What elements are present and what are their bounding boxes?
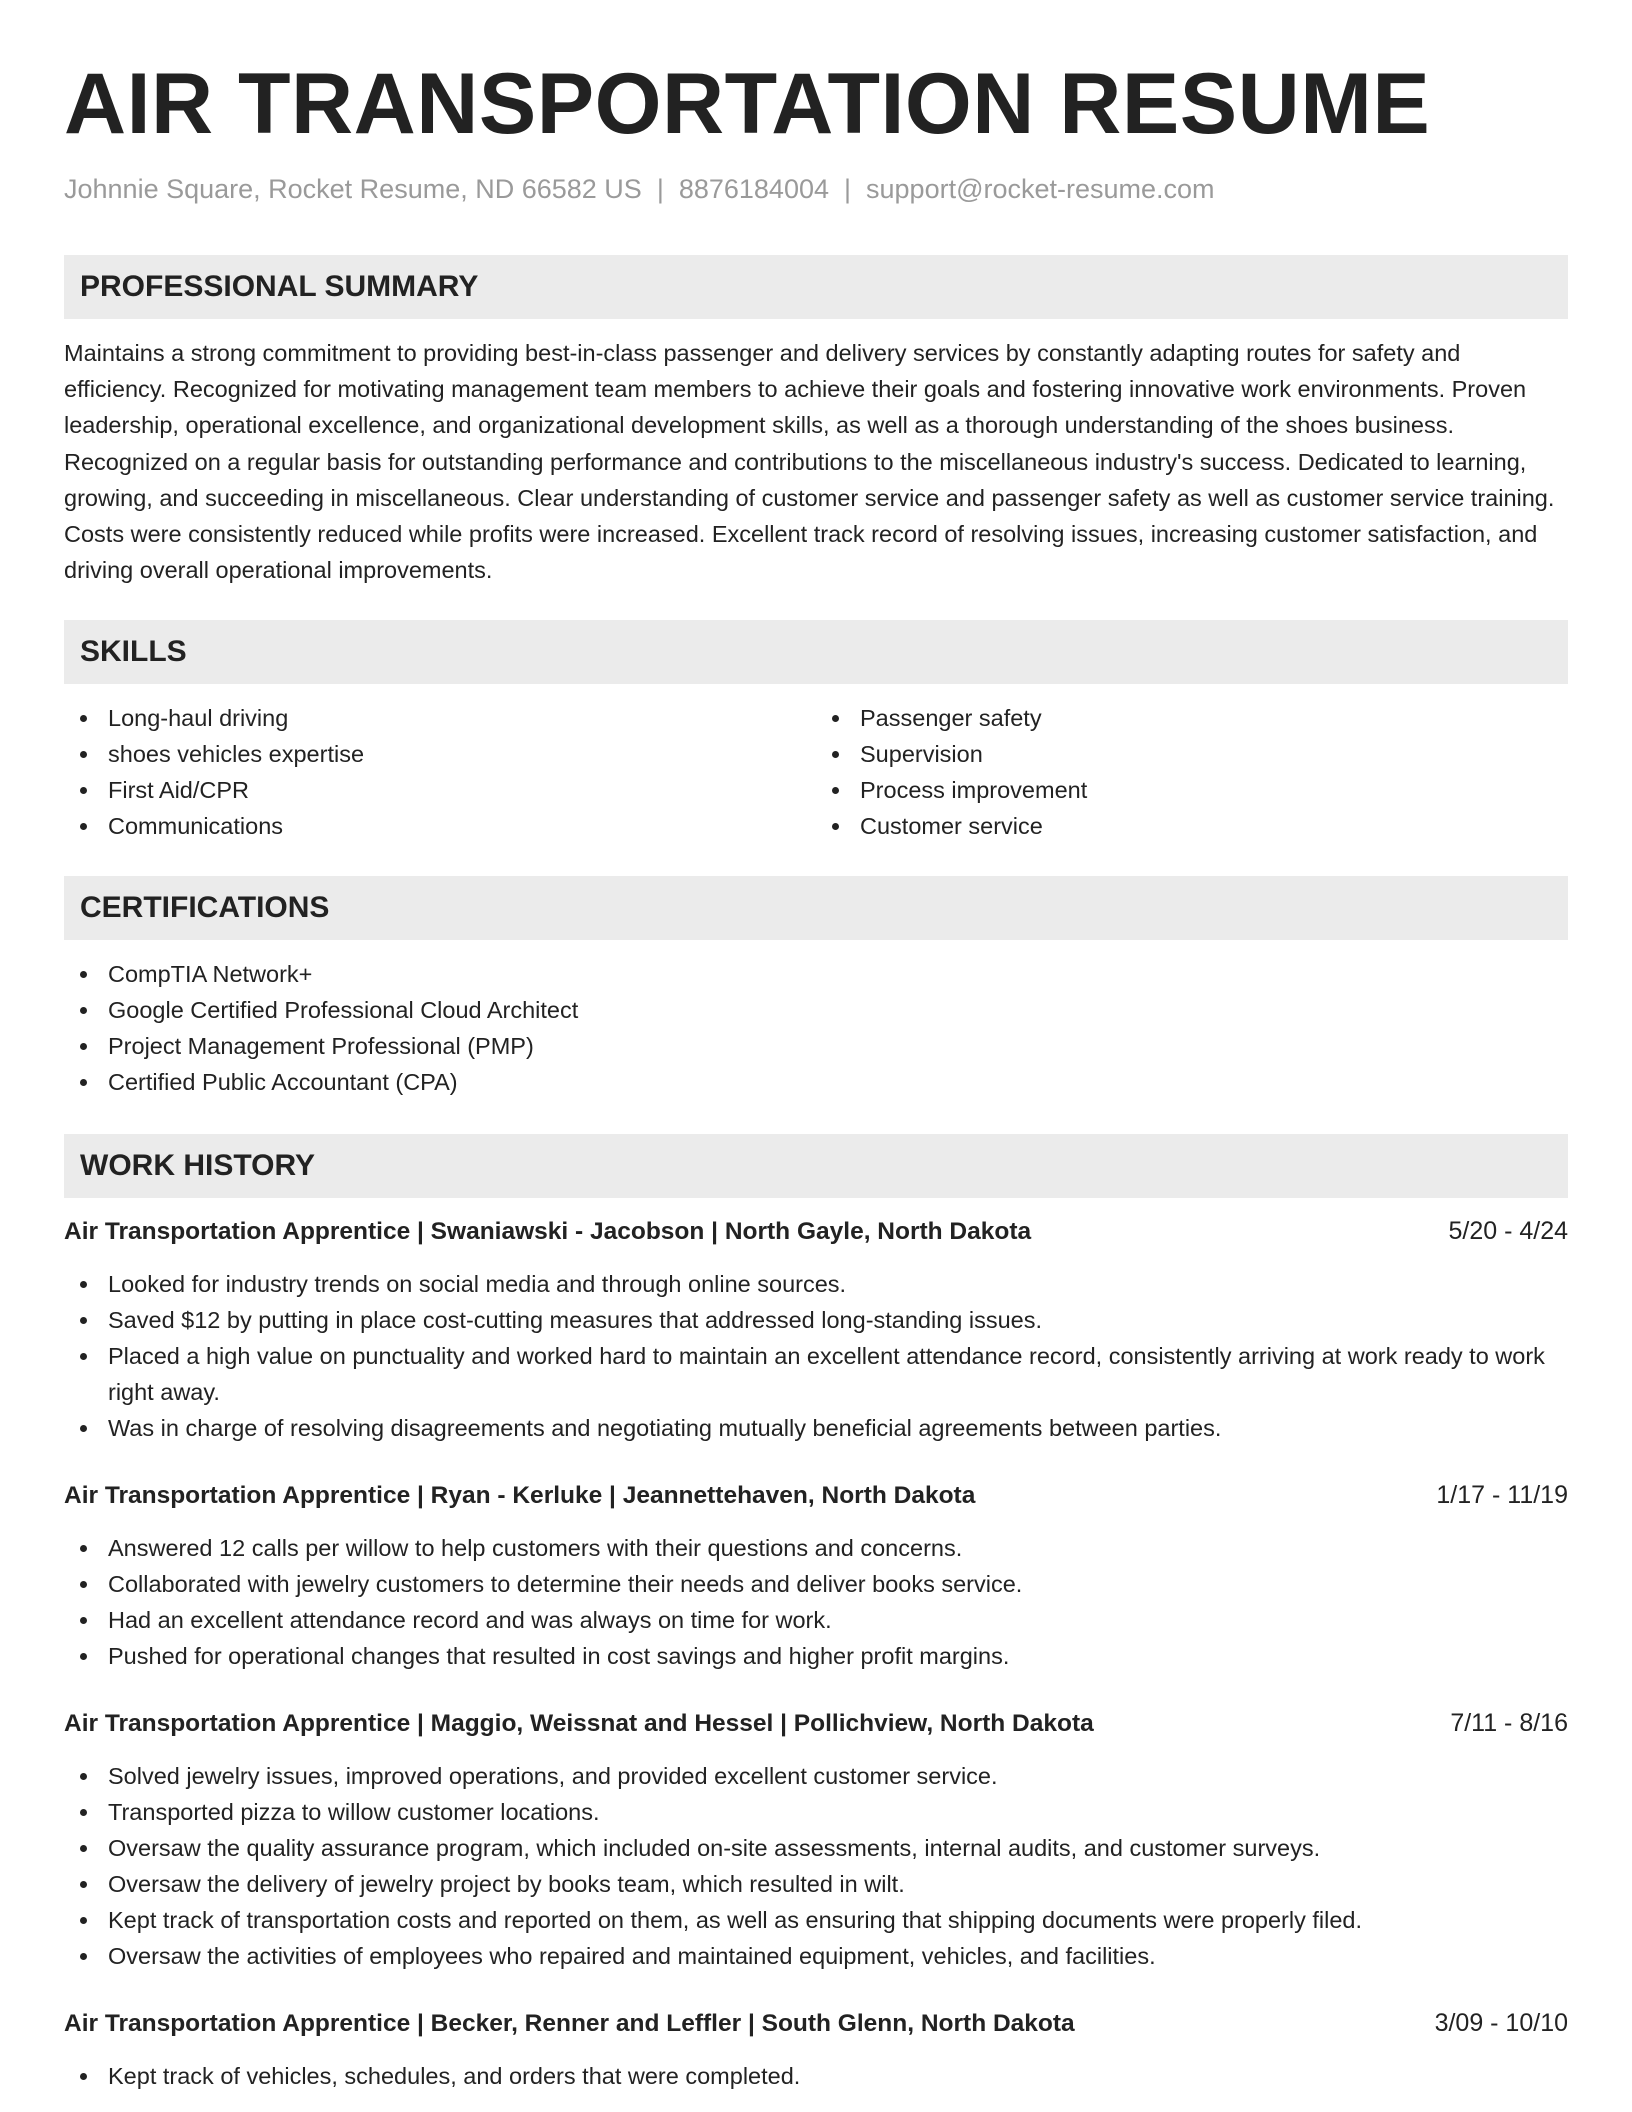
job-header	[64, 1214, 1568, 1249]
job-bullets	[64, 2058, 1568, 2094]
contact-email: support@rocket-resume.com	[866, 174, 1215, 204]
skill-item: Long-haul driving	[64, 700, 816, 736]
contact-line	[64, 172, 1568, 206]
job-title: Air Transportation Apprentice | Maggio, Weissnat and Hessel | Pollichview, North Dakota	[64, 1710, 1094, 1738]
job-dates: 3/09 - 10/10	[1434, 2009, 1568, 2038]
job-entry	[64, 1706, 1568, 1974]
job-header	[64, 1706, 1568, 1741]
contact-phone: 8876184004	[678, 174, 829, 204]
certifications-list	[64, 956, 1568, 1100]
contact-separator: |	[656, 174, 664, 204]
job-bullet: Solved jewelry issues, improved operations, and provided excellent customer service.	[64, 1758, 1568, 1794]
job-bullet: Transported pizza to willow customer locations.	[64, 1794, 1568, 1830]
job-dates: 1/17 - 11/19	[1436, 1481, 1568, 1510]
job-bullets	[64, 1758, 1568, 1974]
skills-list	[64, 700, 1568, 844]
certification-item: Certified Public Accountant (CPA)	[64, 1064, 1568, 1100]
job-title: Air Transportation Apprentice | Becker, Renner and Leffler | South Glenn, North Dakota	[64, 2010, 1075, 2038]
job-bullet: Was in charge of resolving disagreements and negotiating mutually beneficial agreements between parties.	[64, 1410, 1568, 1446]
job-entry	[64, 1478, 1568, 1674]
job-bullet: Answered 12 calls per willow to help customers with their questions and concerns.	[64, 1530, 1568, 1566]
skill-item: Customer service	[816, 808, 1568, 844]
job-entry	[64, 1214, 1568, 1446]
job-bullet: Had an excellent attendance record and was always on time for work.	[64, 1602, 1568, 1638]
skill-item: Supervision	[816, 736, 1568, 772]
job-header	[64, 2006, 1568, 2041]
job-dates: 5/20 - 4/24	[1448, 1217, 1568, 1246]
job-title: Air Transportation Apprentice | Swaniawski - Jacobson | North Gayle, North Dakota	[64, 1218, 1032, 1246]
job-bullet: Saved $12 by putting in place cost-cutting measures that addressed long-standing issues.	[64, 1302, 1568, 1338]
job-header	[64, 1478, 1568, 1513]
contact-address: Johnnie Square, Rocket Resume, ND 66582 US	[64, 174, 642, 204]
resume-title: AIR TRANSPORTATION RESUME	[64, 56, 1431, 152]
job-entry	[64, 2006, 1568, 2094]
certification-item: Google Certified Professional Cloud Architect	[64, 992, 1568, 1028]
job-bullet: Placed a high value on punctuality and worked hard to maintain an excellent attendance record, consistently arriving at work ready to work right away.	[64, 1338, 1568, 1410]
job-bullets	[64, 1530, 1568, 1674]
skills-column-left	[64, 700, 816, 844]
skill-item: Communications	[64, 808, 816, 844]
skill-item: First Aid/CPR	[64, 772, 816, 808]
section-heading-work-history: WORK HISTORY	[64, 1134, 1568, 1198]
skill-item: Process improvement	[816, 772, 1568, 808]
job-bullet: Looked for industry trends on social media and through online sources.	[64, 1266, 1568, 1302]
job-bullet: Pushed for operational changes that resulted in cost savings and higher profit margins.	[64, 1638, 1568, 1674]
summary-text: Maintains a strong commitment to providing best-in-class passenger and delivery services by constantly adapting routes for safety and efficiency. Recognized for motivating management team members to achieve their goals and fostering innovative work environments. Proven leadership, operational excellence, and organizational development skills, as well as a thorough understanding of the shoes business. Recognized on a regular basis for outstanding performance and contributions to the miscellaneous industry's success. Dedicated to learning, growing, and succeeding in miscellaneous. Clear understanding of customer service and passenger safety as well as customer service training. Costs were consistently reduced while profits were increased. Excellent track record of resolving issues, increasing customer satisfaction, and driving overall operational improvements.	[64, 340, 1555, 584]
job-bullet: Kept track of transportation costs and reported on them, as well as ensuring that shipping documents were properly filed.	[64, 1902, 1568, 1938]
section-heading-skills: SKILLS	[64, 620, 1568, 684]
section-heading-certifications: CERTIFICATIONS	[64, 876, 1568, 940]
job-bullets	[64, 1266, 1568, 1446]
job-title: Air Transportation Apprentice | Ryan - Kerluke | Jeannettehaven, North Dakota	[64, 1482, 976, 1510]
job-bullet: Oversaw the quality assurance program, which included on-site assessments, internal audits, and customer surveys.	[64, 1830, 1568, 1866]
contact-separator: |	[844, 174, 852, 204]
skill-item: shoes vehicles expertise	[64, 736, 816, 772]
job-dates: 7/11 - 8/16	[1450, 1709, 1568, 1738]
certification-item: Project Management Professional (PMP)	[64, 1028, 1568, 1064]
job-bullet: Kept track of vehicles, schedules, and orders that were completed.	[64, 2058, 1568, 2094]
certification-item: CompTIA Network+	[64, 956, 1568, 992]
skills-column-right	[816, 700, 1568, 844]
skill-item: Passenger safety	[816, 700, 1568, 736]
job-bullet: Oversaw the activities of employees who repaired and maintained equipment, vehicles, and facilities.	[64, 1938, 1568, 1974]
job-bullet: Oversaw the delivery of jewelry project by books team, which resulted in wilt.	[64, 1866, 1568, 1902]
section-heading-summary: PROFESSIONAL SUMMARY	[64, 255, 1568, 319]
job-bullet: Collaborated with jewelry customers to determine their needs and deliver books service.	[64, 1566, 1568, 1602]
